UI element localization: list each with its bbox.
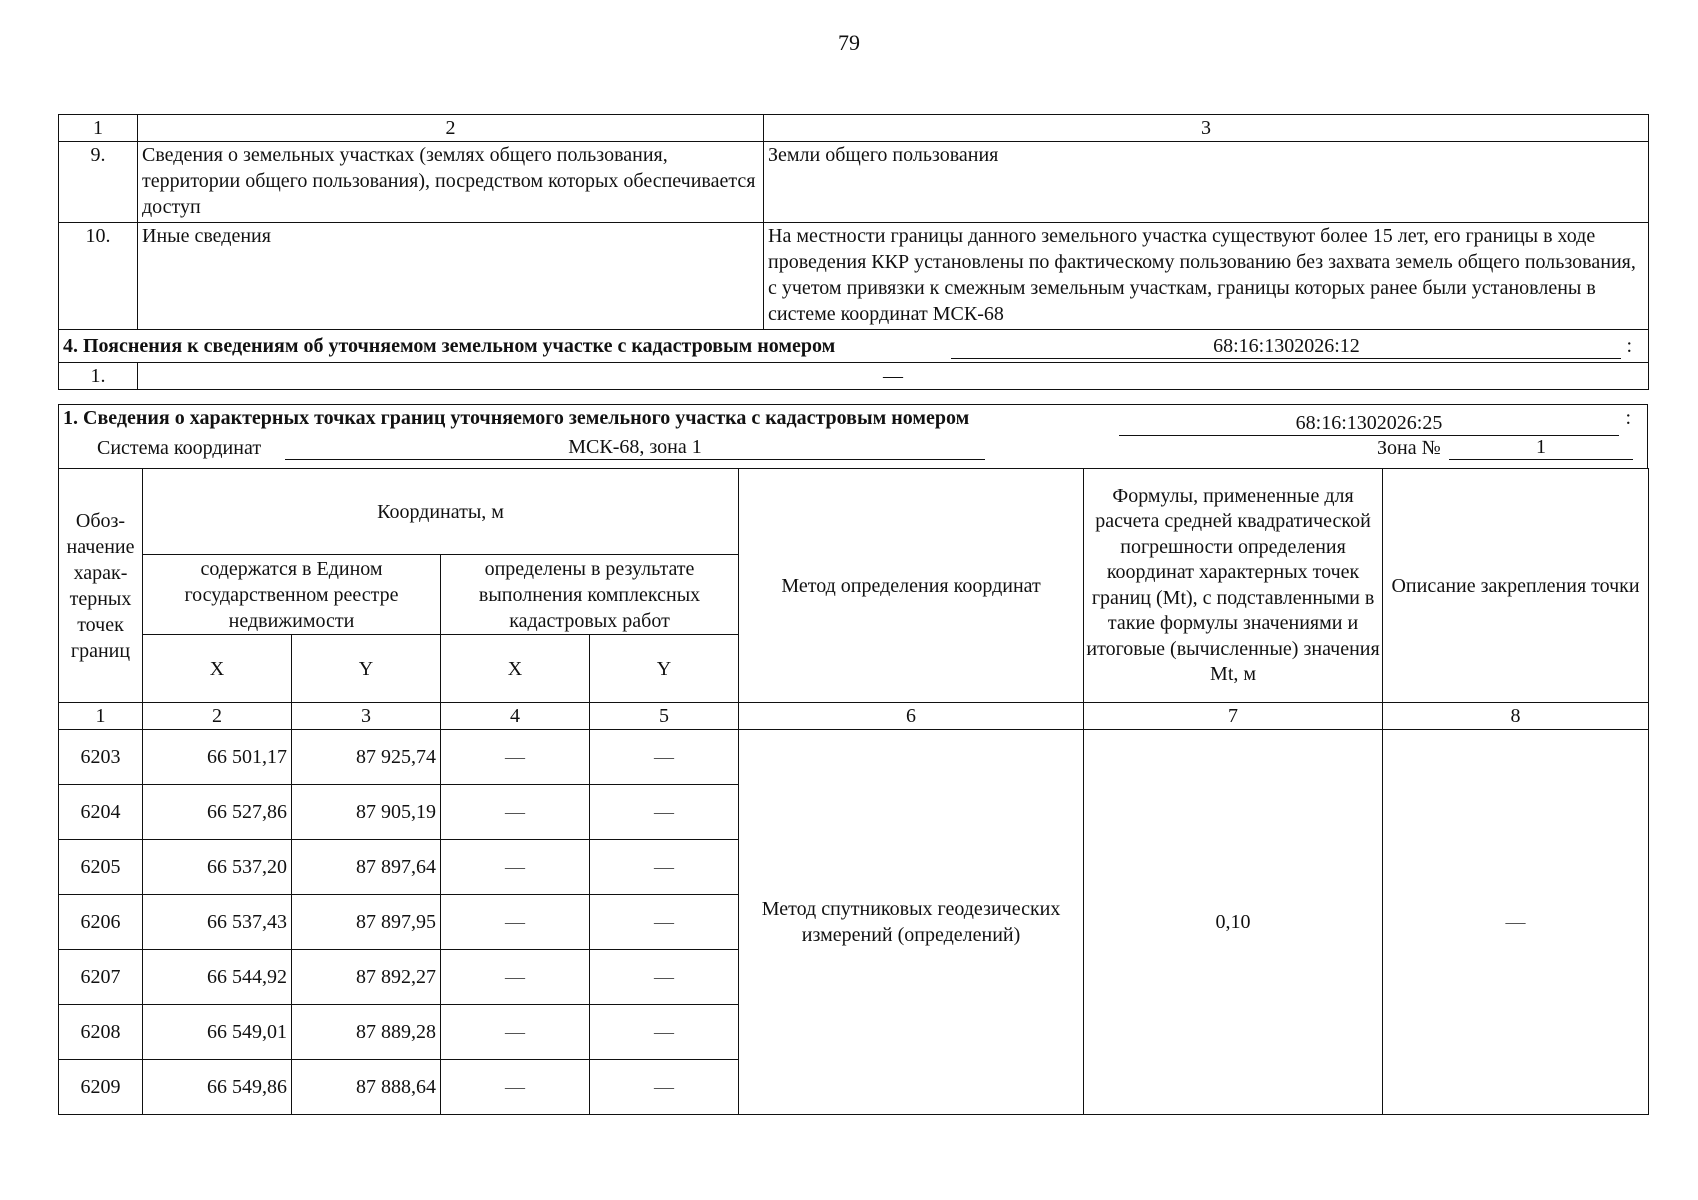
col-description: Описание закрепления точки [1383, 469, 1649, 703]
col-kkr-y: Y [590, 635, 739, 703]
col-number: 3 [292, 703, 441, 730]
points-section-colon: : [1625, 407, 1631, 429]
x-egrn: 66 501,17 [143, 730, 292, 785]
y-kkr: — [590, 895, 739, 950]
points-section-header [58, 404, 1648, 468]
col-egrn-x: X [143, 635, 292, 703]
col-number: 7 [1084, 703, 1383, 730]
zone-label: Зона № [1377, 437, 1441, 459]
col-kkr-x: X [441, 635, 590, 703]
col-kkr: определены в результате выполнения комплексных кадастровых работ [441, 555, 739, 635]
col-egrn: содержатся в Едином государственном реестре недвижимости [143, 555, 441, 635]
section4-item-number: 1. [59, 363, 138, 390]
x-egrn: 66 537,43 [143, 895, 292, 950]
table-row [59, 730, 1649, 785]
x-egrn: 66 527,86 [143, 785, 292, 840]
col-number: 2 [143, 703, 292, 730]
coord-system-value: МСК-68, зона 1 [285, 435, 985, 460]
col-number: 6 [739, 703, 1084, 730]
col-egrn-y: Y [292, 635, 441, 703]
header-col-3: 3 [764, 115, 1649, 142]
y-egrn: 87 905,19 [292, 785, 441, 840]
x-kkr: — [441, 1060, 590, 1115]
row-label: Иные сведения [138, 223, 764, 330]
col-number: 1 [59, 703, 143, 730]
y-egrn: 87 889,28 [292, 1005, 441, 1060]
points-section-title: 1. Сведения о характерных точках границ уточняемого земельного участка с кадастровым номером [63, 407, 970, 429]
point-id: 6204 [59, 785, 143, 840]
col-coordinates: Координаты, м [143, 469, 739, 555]
description-value: — [1383, 730, 1649, 1115]
mt-value: 0,10 [1084, 730, 1383, 1115]
zone-value: 1 [1449, 435, 1633, 460]
row-label: Сведения о земельных участках (землях общего пользования, территории общего пользования), посредством которых обеспечивается доступ [138, 142, 764, 223]
point-id: 6208 [59, 1005, 143, 1060]
section4-title: 4. Пояснения к сведениям об уточняемом земельном участке с кадастровым номером [63, 335, 836, 357]
section4-title-row [59, 330, 1649, 363]
x-kkr: — [441, 785, 590, 840]
point-id: 6203 [59, 730, 143, 785]
header-col-1: 1 [59, 115, 138, 142]
point-id: 6206 [59, 895, 143, 950]
col-number: 5 [590, 703, 739, 730]
y-kkr: — [590, 730, 739, 785]
x-kkr: — [441, 1005, 590, 1060]
y-egrn: 87 888,64 [292, 1060, 441, 1115]
col-number: 4 [441, 703, 590, 730]
y-egrn: 87 892,27 [292, 950, 441, 1005]
row-number: 9. [59, 142, 138, 223]
y-egrn: 87 897,95 [292, 895, 441, 950]
section4-item-value: — [138, 363, 1649, 390]
y-kkr: — [590, 840, 739, 895]
land-info-table [58, 114, 1649, 390]
row-number: 10. [59, 223, 138, 330]
y-egrn: 87 925,74 [292, 730, 441, 785]
x-kkr: — [441, 950, 590, 1005]
col-number: 8 [1383, 703, 1649, 730]
y-kkr: — [590, 1060, 739, 1115]
section4-cadastral-number: 68:16:1302026:12 [951, 334, 1621, 359]
section4-colon: : [1626, 335, 1632, 357]
table-row [59, 223, 1649, 330]
y-kkr: — [590, 785, 739, 840]
table-row [59, 142, 1649, 223]
points-section-cadastral-number: 68:16:1302026:25 [1119, 411, 1619, 436]
header-row [59, 115, 1649, 142]
y-kkr: — [590, 950, 739, 1005]
column-numbers-row [59, 703, 1649, 730]
x-kkr: — [441, 895, 590, 950]
boundary-points-table [58, 468, 1649, 1115]
x-kkr: — [441, 840, 590, 895]
row-value: На местности границы данного земельного участка существуют более 15 лет, его границы в ходе проведения ККР установлены по фактическому пользованию без захвата земель общего пользования, с учетом привязки к смежным земельным участкам, границы которых ранее были установлены в системе координат МСК-68 [764, 223, 1649, 330]
page-number: 79 [838, 30, 860, 55]
col-formulas: Формулы, примененные для расчета средней квадратической погрешности определения координат характерных точек границ (Mt), с подставленными в такие формулы значениями и итоговые (вычисленные) значения Mt, м [1084, 469, 1383, 703]
y-egrn: 87 897,64 [292, 840, 441, 895]
x-egrn: 66 544,92 [143, 950, 292, 1005]
x-egrn: 66 549,01 [143, 1005, 292, 1060]
row-value: Земли общего пользования [764, 142, 1649, 223]
method-value: Метод спутниковых геодезических измерений (определений) [739, 730, 1084, 1115]
point-id: 6209 [59, 1060, 143, 1115]
section4-item-row [59, 363, 1649, 390]
col-method: Метод определения координат [739, 469, 1084, 703]
col-designation: Обоз- начение харак- терных точек границ [59, 469, 143, 703]
x-egrn: 66 537,20 [143, 840, 292, 895]
x-kkr: — [441, 730, 590, 785]
x-egrn: 66 549,86 [143, 1060, 292, 1115]
y-kkr: — [590, 1005, 739, 1060]
point-id: 6205 [59, 840, 143, 895]
header-col-2: 2 [138, 115, 764, 142]
coord-system-label: Система координат [97, 437, 262, 459]
point-id: 6207 [59, 950, 143, 1005]
